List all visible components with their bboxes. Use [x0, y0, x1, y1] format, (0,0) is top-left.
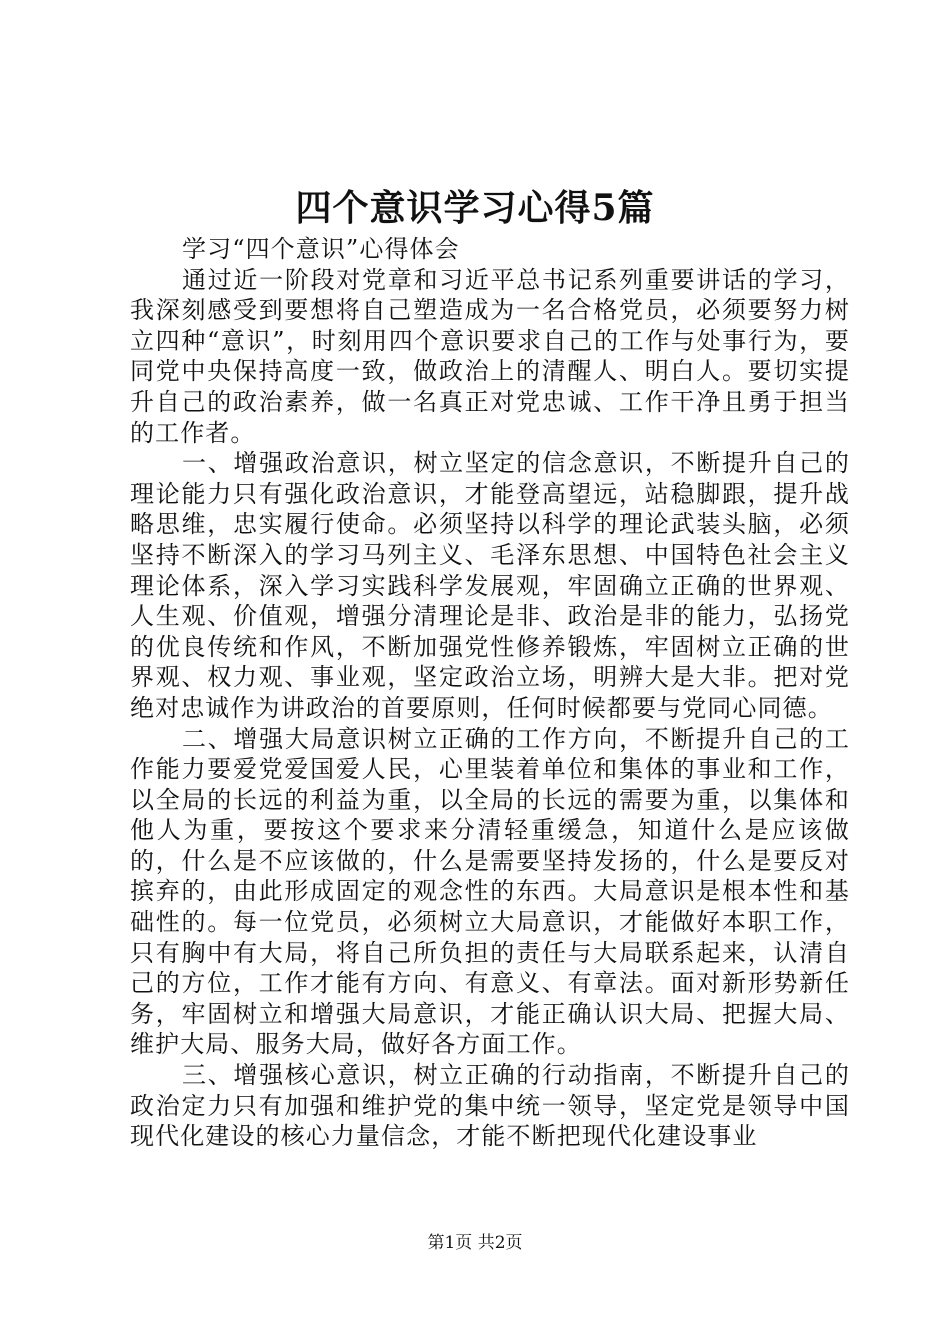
paragraph-overall-awareness: 二、增强大局意识树立正确的工作方向，不断提升自己的工作能力要爱党爱国爱人民，心里装着单位和集体的事业和工作，以全局的长远的利益为重，以全局的长远的需要为重，以集体和他人为重，要按这个要求来分清轻重缓急，知道什么是应该做的，什么是不应该做的，什么是需要坚持发扬的，什么是要反对摈弃的，由此形成固定的观念性的东西。大局意识是根本性和基础性的。每一位党员，必须树立大局意识，才能做好本职工作，只有胸中有大局，将自己所负担的责任与大局联系起来，认清自己的方位，工作才能有方向、有意义、有章法。面对新形势新任务，牢固树立和增强大局意识，才能正确认识大局、把握大局、维护大局、服务大局，做好各方面工作。: [130, 724, 850, 1059]
document-body: [130, 234, 850, 1152]
section-heading: 学习“四个意识”心得体会: [182, 235, 460, 263]
page-footer: 第1页 共2页: [427, 1233, 523, 1253]
paragraph-political-awareness: 一、增强政治意识，树立坚定的信念意识，不断提升自己的理论能力只有强化政治意识，才能登高望远，站稳脚跟，提升战略思维，忠实履行使命。必须坚持以科学的理论武装头脑，必须坚持不断深入的学习马列主义、毛泽东思想、中国特色社会主义理论体系，深入学习实践科学发展观，牢固确立正确的世界观、人生观、价值观，增强分清理论是非、政治是非的能力，弘扬党的优良传统和作风，不断加强党性修养锻炼，牢固树立正确的世界观、权力观、事业观，坚定政治立场，明辨大是大非。把对党绝对忠诚作为讲政治的首要原则，任何时候都要与党同心同德。: [130, 449, 850, 722]
document-title: 四个意识学习心得5篇: [295, 187, 655, 229]
paragraph-core-awareness: 三、增强核心意识，树立正确的行动指南，不断提升自己的政治定力只有加强和维护党的集中统一领导，坚定党是领导中国现代化建设的核心力量信念，才能不断把现代化建设事业: [130, 1061, 850, 1151]
paragraph-intro: 通过近一阶段对党章和习近平总书记系列重要讲话的学习，我深刻感受到要想将自己塑造成为一名合格党员，必须要努力树立四种“意识”，时刻用四个意识要求自己的工作与处事行为，要同党中央保持高度一致，做政治上的清醒人、明白人。要切实提升自己的政治素养，做一名真正对党忠诚、工作干净且勇于担当的工作者。: [130, 265, 850, 447]
